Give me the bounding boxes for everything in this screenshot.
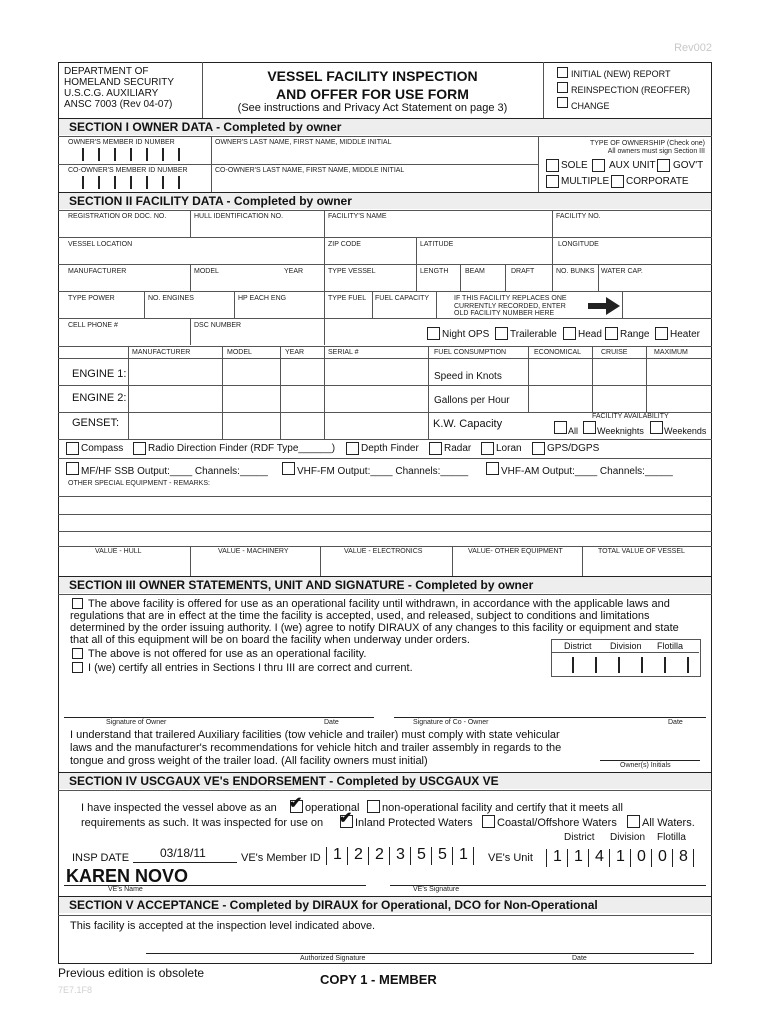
depth-finder-checkbox[interactable] [346, 442, 359, 455]
value-electronics-label: VALUE - ELECTRONICS [344, 548, 423, 555]
govt-label: GOV'T [673, 160, 704, 171]
ve-name-label: VE's Name [108, 886, 143, 893]
dept-line: HOMELAND SECURITY [64, 77, 175, 88]
multiple-label: MULTIPLE [561, 176, 610, 187]
coowner-name-label: CO-OWNER'S LAST NAME, FIRST NAME, MIDDLE INITIAL [215, 167, 405, 174]
range-checkbox[interactable] [605, 327, 618, 340]
water-cap-label: WATER CAP. [601, 268, 643, 275]
operational-label: operational [305, 802, 360, 814]
vessel-location-label: VESSEL LOCATION [68, 241, 133, 248]
certify-statement: I (we) certify all entries in Sections I thru III are correct and current. [88, 662, 413, 674]
year-label: YEAR [284, 268, 304, 275]
inspected-as-text: I have inspected the vessel above as an [81, 802, 277, 814]
change-checkbox[interactable] [557, 97, 568, 108]
depth-finder-label: Depth Finder [361, 443, 419, 454]
section-3-header: SECTION III OWNER STATEMENTS, UNIT AND SIGNATURE - Completed by owner [59, 577, 711, 593]
owner-name-label: OWNER'S LAST NAME, FIRST NAME, MIDDLE INITIAL [215, 139, 392, 146]
gps-checkbox[interactable] [532, 442, 545, 455]
ve-unit-label: VE's Unit [488, 852, 533, 864]
hp-each-label: HP EACH ENG [238, 295, 287, 302]
check-icon: ✔ [339, 810, 353, 827]
gps-label: GPS/DGPS [547, 443, 600, 454]
coastal-label: Coastal/Offshore Waters [497, 817, 617, 829]
vhf-fm-checkbox[interactable] [282, 462, 295, 475]
all-waters-checkbox[interactable] [627, 815, 640, 828]
flotilla-label: Flotilla [657, 641, 684, 651]
insp-date-value[interactable]: 03/18/11 [160, 846, 206, 860]
trailerable-label: Trailerable [510, 329, 557, 340]
department-block [64, 66, 174, 110]
engine-year-header: YEAR [285, 349, 305, 356]
value-hull-label: VALUE - HULL [95, 548, 142, 555]
owner-date-label: Date [324, 719, 339, 726]
other-equipment-label: OTHER SPECIAL EQUIPMENT - REMARKS: [68, 480, 210, 487]
acceptance-text: This facility is accepted at the inspection level indicated above. [70, 920, 376, 932]
fuel-capacity-label: FUEL CAPACITY [375, 295, 430, 302]
availability-label: FACILITY AVAILABILITY [592, 413, 669, 420]
corporate-checkbox[interactable] [611, 175, 624, 188]
ssb-label: MF/HF SSB Output:____ Channels:_____ [81, 466, 268, 477]
vhf-fm-label: VHF-FM Output:____ Channels:_____ [297, 466, 469, 477]
inspected-for-text: requirements as such. It was inspected for use on [81, 817, 324, 829]
form-title-2: AND OFFER FOR USE FORM [276, 86, 469, 102]
dsc-number-label: DSC NUMBER [194, 322, 242, 329]
authorized-date-label: Date [572, 955, 587, 962]
ve-district-label: District [564, 832, 595, 843]
coowner-member-id-label: CO-OWNER'S MEMBER ID NUMBER [68, 167, 188, 174]
avail-weeknights-label: Weeknights [597, 426, 644, 436]
economical-header: ECONOMICAL [534, 349, 582, 356]
avail-all-checkbox[interactable] [554, 421, 567, 434]
trailerable-checkbox[interactable] [495, 327, 508, 340]
insp-date-label: INSP DATE [72, 852, 130, 864]
engine-1-label: ENGINE 1: [72, 368, 127, 380]
coowner-date-label: Date [668, 719, 683, 726]
district-label: District [564, 641, 592, 651]
latitude-label: LATITUDE [420, 241, 454, 248]
initial-report-checkbox[interactable] [557, 67, 568, 78]
aux-unit-checkbox[interactable] [592, 159, 605, 172]
length-label: LENGTH [420, 268, 449, 275]
offer-statement: The above facility is offered for use as an operational facility until withdrawn, in accordance with the applicable laws and regulations that are in effect at the time the facility is accepted, used, and released, subject to conditions and limitations determined by the order issuing authority. I (we) agree to notify DIRAUX of any changes to this facility or equipment and state that all of this equipment will be on board the facility when underway under orders. [70, 598, 679, 646]
govt-checkbox[interactable] [657, 159, 670, 172]
model-label: MODEL [194, 268, 219, 275]
engine-serial-header: SERIAL # [328, 349, 359, 356]
loran-label: Loran [496, 443, 522, 454]
range-label: Range [620, 329, 650, 340]
ssb-checkbox[interactable] [66, 462, 79, 475]
ve-unit-field[interactable]: 1 1 4 1 0 0 8 [546, 847, 696, 869]
no-engines-label: NO. ENGINES [148, 295, 194, 302]
section-2-header: SECTION II FACILITY DATA - Completed by owner [59, 193, 711, 209]
ve-name-value[interactable]: KAREN NOVO [66, 866, 189, 886]
not-offered-statement: The above is not offered for use as an operational facility. [88, 648, 367, 660]
not-offered-checkbox[interactable] [72, 648, 83, 659]
value-other-label: VALUE- OTHER EQUIPMENT [468, 548, 563, 555]
division-label: Division [610, 641, 642, 651]
arrow-right-icon [588, 296, 622, 316]
avail-weekends-label: Weekends [664, 426, 707, 436]
cell-phone-label: CELL PHONE # [68, 322, 118, 329]
maximum-header: MAXIMUM [654, 349, 688, 356]
compass-checkbox[interactable] [66, 442, 79, 455]
non-operational-label: non-operational facility and certify that it meets all [382, 802, 623, 814]
genset-label: GENSET: [72, 417, 120, 429]
night-ops-label: Night OPS [442, 329, 490, 340]
avail-all-label: All [568, 426, 579, 436]
coowner-member-id-field[interactable] [80, 176, 190, 188]
owner-signature-label: Signature of Owner [106, 719, 167, 726]
rdf-label: Radio Direction Finder (RDF Type______) [148, 443, 336, 454]
total-value-label: TOTAL VALUE OF VESSEL [598, 548, 685, 555]
trailer-statement: I understand that trailered Auxiliary facilities (tow vehicle and trailer) must comply with state vehicular laws and the manufacturer's recommendations for vehicle hitch and trailer assembly in regards to the tongue and gross weight of the trailer load. (All facility owners must initial) [70, 729, 562, 767]
engine-model-header: MODEL [227, 349, 252, 356]
form-subtitle: (See instructions and Privacy Act Statement on page 3) [237, 102, 508, 114]
compass-label: Compass [81, 443, 124, 454]
loran-checkbox[interactable] [481, 442, 494, 455]
sole-checkbox[interactable] [546, 159, 559, 172]
avail-weekends-checkbox[interactable] [650, 421, 663, 434]
revision-label: Rev002 [674, 42, 712, 54]
value-machinery-label: VALUE - MACHINERY [218, 548, 289, 555]
ve-member-id-label: VE's Member ID [241, 852, 321, 864]
facility-no-label: FACILITY NO. [556, 213, 601, 220]
section-5-header: SECTION V ACCEPTANCE - Completed by DIRAUX for Operational, DCO for Non-Operational [59, 897, 711, 913]
corporate-label: CORPORATE [626, 176, 689, 187]
owner-initials-label: Owner(s) Initials [620, 762, 671, 769]
authorized-signature-label: Authorized Signature [300, 955, 366, 962]
fuel-consumption-header: FUEL CONSUMPTION [434, 349, 507, 356]
coowner-signature-label: Signature of Co - Owner [413, 719, 489, 726]
reinspection-checkbox[interactable] [557, 82, 568, 93]
speed-label: Speed in Knots [434, 371, 502, 382]
no-bunks-label: NO. BUNKS [556, 268, 595, 275]
form-title-1: VESSEL FACILITY INSPECTION [267, 68, 478, 84]
vhf-am-checkbox[interactable] [486, 462, 499, 475]
ve-member-id-field[interactable]: 1 2 2 3 5 5 1 [326, 845, 476, 867]
certify-checkbox[interactable] [72, 662, 83, 673]
copy-label: COPY 1 - MEMBER [320, 972, 437, 987]
multiple-checkbox[interactable] [546, 175, 559, 188]
sole-label: SOLE [561, 160, 588, 171]
owner-member-id-field[interactable] [80, 148, 190, 160]
dept-line: DEPARTMENT OF [64, 66, 149, 77]
engine-manufacturer-header: MANUFACTURER [132, 349, 191, 356]
dept-line: U.S.C.G. AUXILIARY [64, 88, 159, 99]
radar-label: Radar [444, 443, 472, 454]
zip-code-label: ZIP CODE [328, 241, 361, 248]
check-icon: ✔ [289, 795, 303, 812]
all-waters-label: All Waters. [642, 817, 695, 829]
ve-signature-label: VE's Signature [413, 886, 460, 893]
longitude-label: LONGITUDE [558, 241, 599, 248]
cruise-header: CRUISE [601, 349, 628, 356]
section-1-header: SECTION I OWNER DATA - Completed by owner [59, 119, 711, 135]
heater-checkbox[interactable] [655, 327, 668, 340]
kw-capacity-label: K.W. Capacity [433, 418, 503, 430]
rdf-checkbox[interactable] [133, 442, 146, 455]
type-fuel-label: TYPE FUEL [328, 295, 367, 302]
beam-label: BEAM [465, 268, 485, 275]
manufacturer-label: MANUFACTURER [68, 268, 127, 275]
hull-id-label: HULL IDENTIFICATION NO. [194, 213, 284, 220]
type-power-label: TYPE POWER [68, 295, 115, 302]
radar-checkbox[interactable] [429, 442, 442, 455]
section-4-header: SECTION IV USCGAUX VE's ENDORSEMENT - Completed by USCGAUX VE [59, 773, 711, 789]
owner-member-id-label: OWNER'S MEMBER ID NUMBER [68, 139, 175, 146]
engine-2-label: ENGINE 2: [72, 392, 127, 404]
head-checkbox[interactable] [563, 327, 576, 340]
reinspection-label: REINSPECTION (REOFFER) [571, 85, 691, 95]
dept-line: ANSC 7003 (Rev 04-07) [64, 99, 173, 110]
ownership-note: All owners must sign Section III [607, 148, 705, 155]
avail-weeknights-checkbox[interactable] [583, 421, 596, 434]
head-label: Head [578, 329, 602, 340]
replace-note: IF THIS FACILITY REPLACES ONE CURRENTLY RECORDED, ENTER OLD FACILITY NUMBER HERE [454, 295, 567, 317]
registration-label: REGISTRATION OR DOC. NO. [68, 213, 167, 220]
night-ops-checkbox[interactable] [427, 327, 440, 340]
facility-name-label: FACILITY'S NAME [328, 213, 387, 220]
vhf-am-label: VHF-AM Output:____ Channels:_____ [501, 466, 673, 477]
coastal-checkbox[interactable] [482, 815, 495, 828]
ownership-type-label: TYPE OF OWNERSHIP (Check one) [589, 140, 705, 147]
heater-label: Heater [670, 329, 701, 340]
ve-flotilla-label: Flotilla [657, 832, 686, 843]
ve-division-label: Division [610, 832, 646, 843]
type-vessel-label: TYPE VESSEL [328, 268, 376, 275]
initial-report-label: INITIAL (NEW) REPORT [571, 69, 671, 79]
change-label: CHANGE [571, 101, 610, 111]
inland-label: Inland Protected Waters [355, 817, 473, 829]
gph-label: Gallons per Hour [434, 395, 510, 406]
aux-unit-label: AUX UNIT [609, 160, 656, 171]
form-code: 7E7.1F8 [58, 985, 93, 995]
obsolete-note: Previous edition is obsolete [58, 966, 205, 980]
draft-label: DRAFT [511, 268, 535, 275]
non-operational-checkbox[interactable] [367, 800, 380, 813]
